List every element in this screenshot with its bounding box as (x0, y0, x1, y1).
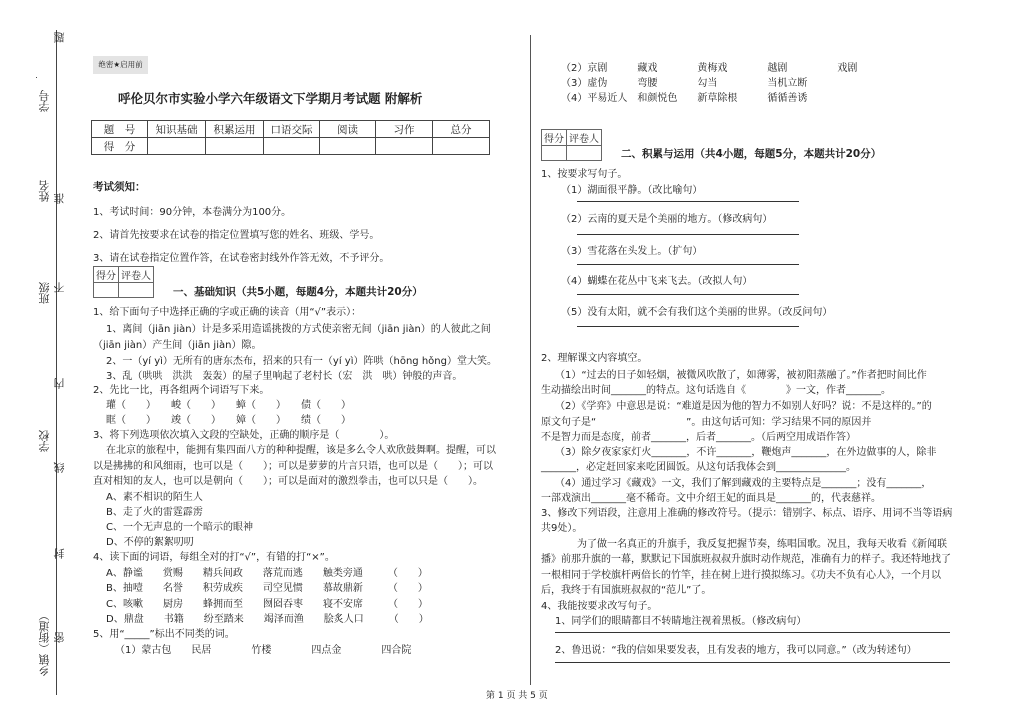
column-divider (530, 35, 531, 685)
page-title: 呼伦贝尔市实验小学六年级语文下学期月考试题 附解析 (118, 91, 423, 106)
grader-score-label: 得分 (94, 267, 119, 283)
table-cell: 题 号 (92, 121, 148, 138)
grader-person-field[interactable] (567, 146, 602, 161)
option-line: D、不停的絮絮叨叨 (106, 537, 194, 548)
paragraph-line: 为了做一名真正的升旗手，我反复把握节奏，练唱国歌。况且，我每天收看《新闻联 (577, 539, 947, 550)
question-line: 直对相知的友人，也可以是朝向（ ）；可以是面对的激烈拳击，也可以只是（ ）。 (93, 476, 483, 487)
table-cell[interactable] (320, 138, 376, 155)
question-line: （4）蝴蝶在花丛中飞来飞去。（改拟人句） (561, 276, 753, 287)
table-cell: 阅读 (320, 121, 376, 138)
binding-label: 准 (53, 193, 66, 204)
binding-label: 不 (53, 282, 66, 293)
binding-label: 学号 (38, 90, 51, 112)
question-line: （1）蒙古包 民居 竹楼 四点金 四合院 (115, 645, 412, 656)
question-line: 5、用“_____”标出不同类的词。 (93, 629, 235, 640)
question-line: （4）通过学习《藏戏》一文，我们了解到藏戏的主要特点是_______；没有_______， (555, 478, 932, 489)
table-cell[interactable] (264, 138, 320, 155)
question-line: 眶（ ） 竣（ ） 嫜（ ） 绩（ ） (106, 415, 351, 426)
answer-line[interactable] (577, 294, 799, 295)
table-cell[interactable] (433, 138, 490, 155)
question-line: （1）湖面很平静。（改比喻句） (561, 185, 703, 196)
grader-score-field[interactable] (94, 283, 119, 298)
question-line: 以是拂拂的和风细雨，也可以是（ ）；可以是萝萝的片言只语，也可以是（ ）；可以 (93, 461, 493, 472)
binding-line (56, 30, 57, 695)
grader-person-label: 评卷人 (567, 130, 602, 146)
question-line: 1、同学们的眼睛都目不转睛地注视着黑板。（修改病句） (555, 616, 807, 627)
binding-label: 乡镇（街道） (38, 610, 51, 676)
question-line: 一部戏演出_______毫不稀奇。文中介绍王妃的面具是_______的，代表慈祥。 (541, 493, 881, 504)
notice-heading: 考试须知： (93, 181, 146, 193)
binding-label: 封 (53, 548, 66, 559)
score-table (91, 120, 490, 155)
binding-label: 线 (53, 462, 66, 473)
answer-line[interactable] (577, 264, 799, 265)
paragraph-line: 一根相同于学校旗杆两倍长的竹竿，挂在树上进行摸拟练习。《功夫不负有心人》，一个月以 (541, 570, 941, 581)
option-line: C、咳嗽 厨房 蜂拥而至 囫囵吞枣 寝不安席 （ ） (106, 599, 428, 610)
table-cell: 知识基础 (148, 121, 206, 138)
question-line: 瓘（ ） 峻（ ） 蟑（ ） 债（ ） (106, 400, 351, 411)
table-cell: 积累运用 (206, 121, 264, 138)
question-line: 3、将下列选项依次填入文段的空缺处，正确的顺序是（ ）。 (93, 430, 395, 441)
option-line: C、一个无声息的一个暗示的眼神 (106, 522, 253, 533)
question-line: （2）京剧 藏戏 黄梅戏 越剧 戏剧 (561, 63, 858, 74)
question-line: （3）雪花落在头发上。（扩句） (561, 246, 703, 257)
table-cell[interactable] (148, 138, 206, 155)
question-line: （2）《学弈》中意思是说：“难道是因为他的智力不如别人好吗？说：不是这样的。”的 (555, 401, 932, 412)
question-line: 2、先比一比，再各组两个词语写下来。 (93, 385, 270, 396)
question-line: 3、乱（哄哄 洪洪 轰轰）的屋子里响起了老村长（宏 洪 哄）钟般的声音。 (106, 371, 463, 382)
grader-person-field[interactable] (119, 283, 154, 298)
question-line: 2、鲁迅说：“我的信如果要发表，且有发表的地方，我可以同意。”（改为转述句） (555, 645, 917, 656)
paragraph-line: 后，我终于有国旗班叔叔的“范儿”了。 (541, 585, 712, 596)
grader-box (93, 266, 154, 298)
grader-box (541, 129, 602, 161)
notice-item: 3、请在试卷指定位置作答，在试卷密封线外作答无效，不予评分。 (93, 253, 390, 264)
question-line: 4、读下面的词语，每组全对的打“√”，有错的打“×”。 (93, 552, 335, 563)
option-line: A、素不相识的陌生人 (106, 492, 203, 503)
score-table-row (92, 121, 490, 138)
question-line: 共9处）。 (541, 523, 583, 534)
question-line: 1、离间（jiān jiàn）计是多采用造谣挑拨的方式使亲密无间（jiān jiàn）的人彼此之间 (106, 324, 491, 335)
grader-score-label: 得分 (542, 130, 567, 146)
table-cell: 习作 (376, 121, 433, 138)
notice-item: 1、考试时间：90分钟，本卷满分为100分。 (93, 207, 292, 218)
binding-label: 班级 (38, 282, 51, 304)
question-line: （5）没有太阳，就不会有我们这个美丽的世界。（改反问句） (561, 307, 833, 318)
notice-item: 2、请首先按要求在试卷的指定位置填写您的姓名、班级、学号。 (93, 230, 380, 241)
question-line: _______，必定赶回家来吃团圆饭。从这句话我体会到______________。 (541, 462, 856, 473)
binding-mark (36, 77, 37, 78)
section1-heading: 一、基础知识（共5小题，每题4分，本题共计20分） (173, 286, 423, 298)
table-cell[interactable] (206, 138, 264, 155)
question-line: 不是智力而是态度，前者_______，后者_______。（后两空用成语作答） (541, 432, 856, 443)
grader-person-label: 评卷人 (119, 267, 154, 283)
grader-score-field[interactable] (542, 146, 567, 161)
question-line: 2、理解课文内容填空。 (541, 353, 648, 364)
option-line: B、走了火的雷霆霹雳 (106, 507, 203, 518)
question-line: （3）除夕夜家家灯火_______，不许_______，鞭炮声_______，在外边做事的人，除非 (555, 447, 937, 458)
binding-label: 姓名 (38, 180, 51, 202)
table-cell: 总分 (433, 121, 490, 138)
binding-label: 学校 (38, 430, 51, 452)
binding-label: 密 (53, 632, 66, 643)
question-line: （4）平易近人 和颜悦色 新草除根 循循善诱 (561, 93, 808, 104)
question-line: 生动描绘出时间_______的特点。这句话选自《 》一文，作者_______。 (541, 385, 891, 396)
answer-line[interactable] (577, 201, 799, 202)
question-line: 原文句子是“ ”。由这句话可知：学习结果不同的原因并 (541, 417, 872, 428)
question-line: 1、按要求写句子。 (541, 169, 628, 180)
table-cell[interactable] (376, 138, 433, 155)
question-line: 3、修改下列语段，注意用上准确的修改符号。（提示：错别字、标点、语序、用词不当等语病 (541, 508, 953, 519)
answer-line[interactable] (555, 632, 950, 633)
question-line: 4、我能按要求改写句子。 (541, 601, 658, 612)
answer-line[interactable] (555, 662, 950, 663)
question-line: （jiān jiàn）产生间（jiān jiàn）隙。 (93, 340, 262, 351)
option-line: B、抽噎 名誉 积劳成疾 司空见惯 慕故鼎新 （ ） (106, 583, 428, 594)
paragraph-line: 播》前那升旗的一幕，默默记下国旗班叔叔升旗时动作规范，准确有力的样子。我还特地找了 (541, 554, 951, 565)
binding-label: 内 (53, 378, 66, 389)
score-table-row (92, 138, 490, 155)
question-line: （2）云南的夏天是个美丽的地方。（修改病句） (561, 214, 773, 225)
question-line: （1）“过去的日子如轻烟，被微风吹散了，如薄雾，被初阳蒸融了。”作者把时间比作 (555, 370, 927, 381)
question-line: （3）虚伪 弯腰 勾当 当机立断 (561, 78, 808, 89)
question-line: 2、一（yí yì）无所有的唐东杰布，招来的只有一（yí yì）阵哄（hōng hǒng）堂大笑。 (106, 356, 497, 367)
option-line: A、静谧 赏赐 精兵间政 落荒而逃 触类旁通 （ ） (106, 568, 428, 579)
table-cell: 得 分 (92, 138, 148, 155)
secret-stamp: 绝密★启用前 (93, 56, 148, 74)
question-line: 1、给下面句子中选择正确的字或正确的读音（用“√”表示）： (93, 307, 362, 318)
table-cell: 口语交际 (264, 121, 320, 138)
question-line: 在北京的旅程中，能拥有集四面八方的种种提醒，该是多么令人欢欣鼓舞啊。提醒，可以 (106, 445, 496, 456)
option-line: D、鼎盘 书籍 纷至踏来 竭泽而渔 脍炙人口 （ ） (106, 614, 429, 625)
answer-line[interactable] (577, 326, 799, 327)
binding-label: 题 (53, 32, 66, 43)
page-number: 第 1 页 共 5 页 (486, 691, 548, 701)
binding-strip (0, 0, 85, 722)
answer-line[interactable] (577, 234, 799, 235)
section2-heading: 二、积累与运用（共4小题，每题5分，本题共计20分） (621, 148, 882, 160)
